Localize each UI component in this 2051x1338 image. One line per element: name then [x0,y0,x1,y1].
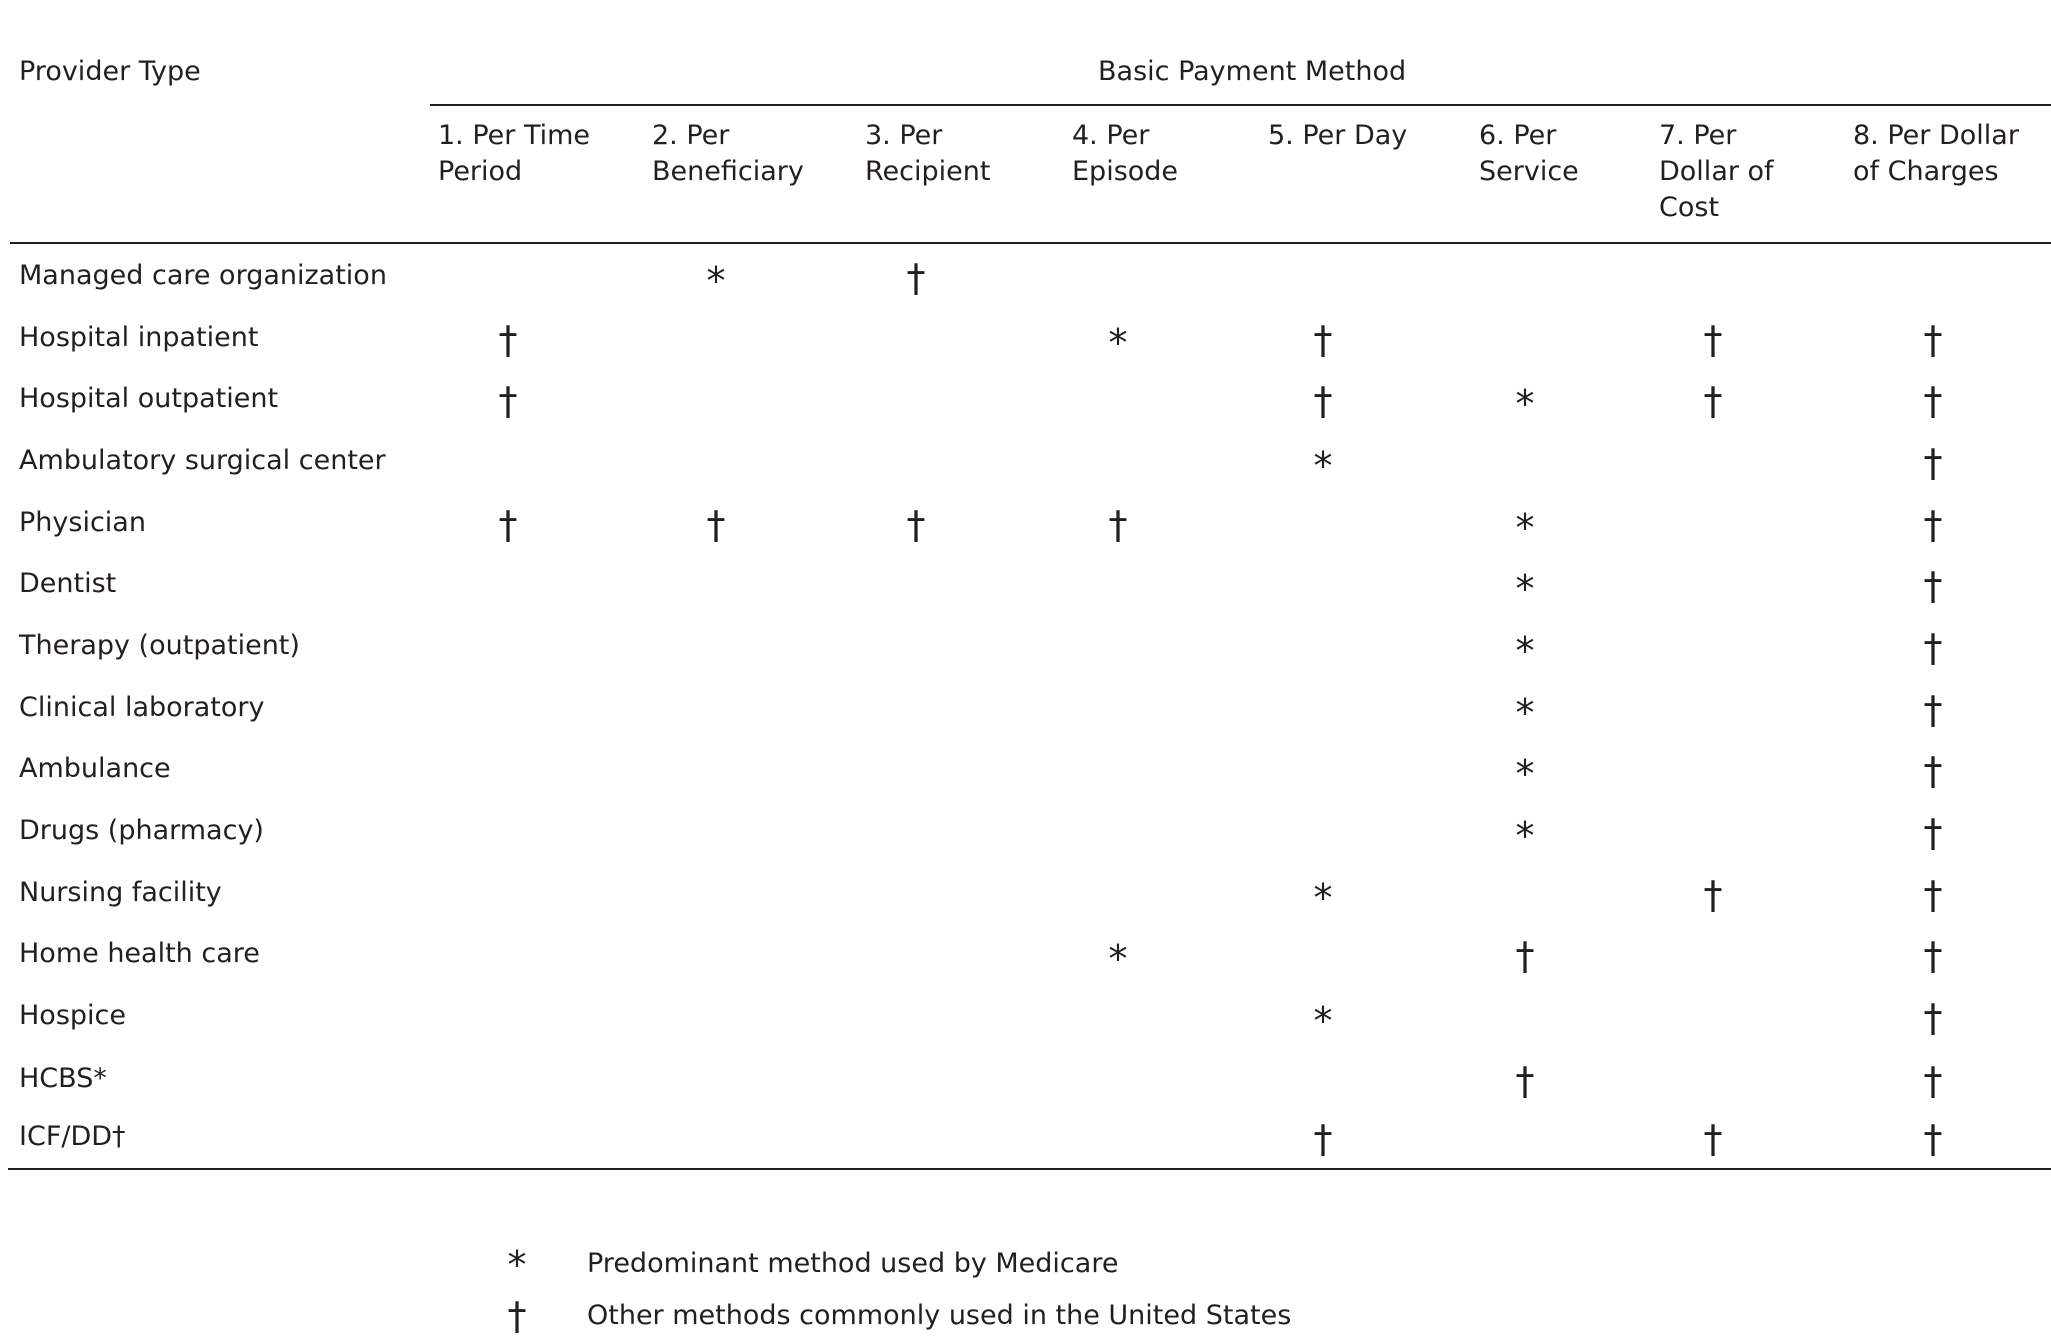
dagger-mark: † [498,318,518,362]
asterisk-mark: * [1515,752,1535,796]
row-label: Hospital inpatient [19,322,259,353]
dagger-mark: † [1703,379,1723,423]
asterisk-mark: * [1313,999,1333,1043]
dagger-mark: † [1923,564,1943,608]
header-bottom-rule [10,242,2051,244]
row-label: Physician [19,507,146,538]
column-header: 5. Per Day [1268,120,1408,151]
dagger-mark: † [1923,873,1943,917]
dagger-mark: † [498,503,518,547]
dagger-mark: † [1923,503,1943,547]
row-label: Clinical laboratory [19,692,265,723]
row-label: Home health care [19,938,260,969]
row-label: Hospital outpatient [19,383,279,414]
row-label: ICF/DD† [19,1121,126,1152]
dagger-mark: † [906,256,926,300]
asterisk-mark: * [1515,814,1535,858]
dagger-mark: † [1923,379,1943,423]
row-label: Dentist [19,568,117,599]
dagger-mark: † [1515,934,1535,978]
legend-asterisk-text: Predominant method used by Medicare [587,1248,1119,1279]
dagger-mark: † [706,503,726,547]
dagger-mark: † [1923,749,1943,793]
legend-asterisk-symbol: * [507,1243,527,1287]
dagger-mark: † [1923,626,1943,670]
dagger-mark: † [1313,318,1333,362]
row-label: Managed care organization [19,260,387,291]
asterisk-mark: * [1108,321,1128,365]
asterisk-mark: * [1515,506,1535,550]
dagger-mark: † [1923,688,1943,732]
column-header: 2. Per Beneficiary [652,120,804,187]
dagger-mark: † [1108,503,1128,547]
row-label: Nursing facility [19,877,222,908]
asterisk-mark: * [706,259,726,303]
dagger-mark: † [1923,996,1943,1040]
table-bottom-rule [8,1168,2051,1170]
column-header: 6. Per Service [1479,120,1579,187]
asterisk-mark: * [1108,937,1128,981]
asterisk-mark: * [1313,444,1333,488]
dagger-mark: † [1703,873,1723,917]
dagger-mark: † [1923,811,1943,855]
group-header-basic-payment-method: Basic Payment Method [1098,56,1407,87]
dagger-mark: † [1923,441,1943,485]
dagger-mark: † [1703,318,1723,362]
asterisk-mark: * [1515,691,1535,735]
row-header-provider-type: Provider Type [19,56,201,87]
dagger-mark: † [1923,934,1943,978]
column-header: 8. Per Dollar of Charges [1853,120,2019,187]
dagger-mark: † [1313,379,1333,423]
dagger-mark: † [1703,1117,1723,1161]
row-label: Drugs (pharmacy) [19,815,264,846]
asterisk-mark: * [1313,876,1333,920]
legend-dagger-text: Other methods commonly used in the United States [587,1300,1292,1331]
asterisk-mark: * [1515,382,1535,426]
column-header: 1. Per Time Period [438,120,591,187]
legend-dagger-symbol: † [507,1294,527,1338]
row-label: Therapy (outpatient) [19,630,300,661]
dagger-mark: † [1313,1117,1333,1161]
row-label: Ambulatory surgical center [19,445,386,476]
dagger-mark: † [1923,318,1943,362]
group-header-rule [430,104,2051,106]
dagger-mark: † [1923,1059,1943,1103]
row-label: Hospice [19,1000,126,1031]
row-label: HCBS* [19,1063,107,1094]
dagger-mark: † [498,379,518,423]
column-header: 3. Per Recipient [865,120,991,187]
column-header: 7. Per Dollar of Cost [1659,120,1774,223]
dagger-mark: † [1923,1117,1943,1161]
dagger-mark: † [1515,1059,1535,1103]
column-header: 4. Per Episode [1072,120,1179,187]
asterisk-mark: * [1515,567,1535,611]
asterisk-mark: * [1515,629,1535,673]
dagger-mark: † [906,503,926,547]
row-label: Ambulance [19,753,171,784]
